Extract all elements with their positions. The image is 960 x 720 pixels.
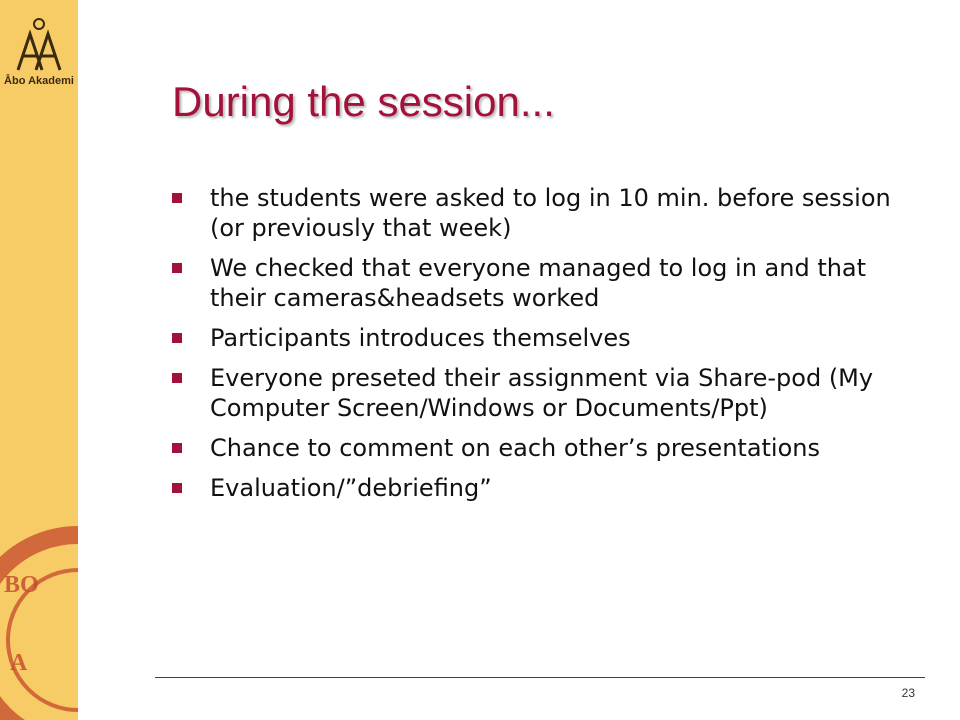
footer-divider xyxy=(155,677,925,678)
logo-text: Åbo Akademi xyxy=(4,75,74,87)
bullet-square-icon xyxy=(172,333,182,343)
bullet-square-icon xyxy=(172,263,182,273)
slide-title: During the session... xyxy=(172,78,555,125)
bullet-square-icon xyxy=(172,443,182,453)
list-item xyxy=(168,183,928,243)
bullet-square-icon xyxy=(172,193,182,203)
bullet-list xyxy=(168,183,928,513)
bullet-text: Chance to comment on each other’s presentations xyxy=(210,434,820,462)
seal-icon xyxy=(0,500,78,720)
bullet-text: Evaluation/”debriefing” xyxy=(210,474,492,502)
bullet-square-icon xyxy=(172,483,182,493)
list-item xyxy=(168,363,928,423)
list-item xyxy=(168,253,928,313)
bullet-text: Everyone preseted their assignment via Share-pod (My Computer Screen/Windows or Documents/Ppt) xyxy=(210,364,874,422)
svg-text:BO: BO xyxy=(4,572,39,598)
list-item xyxy=(168,473,928,503)
bullet-text: the students were asked to log in 10 min. before session (or previously that week) xyxy=(210,184,891,242)
page-number: 23 xyxy=(901,686,915,700)
list-item xyxy=(168,323,928,353)
list-item xyxy=(168,433,928,463)
svg-text:A: A xyxy=(10,650,28,676)
bullet-square-icon xyxy=(172,373,182,383)
bullet-text: Participants introduces themselves xyxy=(210,324,631,352)
sidebar xyxy=(0,0,78,720)
bullet-text: We checked that everyone managed to log in and that their cameras&headsets worked xyxy=(210,254,867,312)
